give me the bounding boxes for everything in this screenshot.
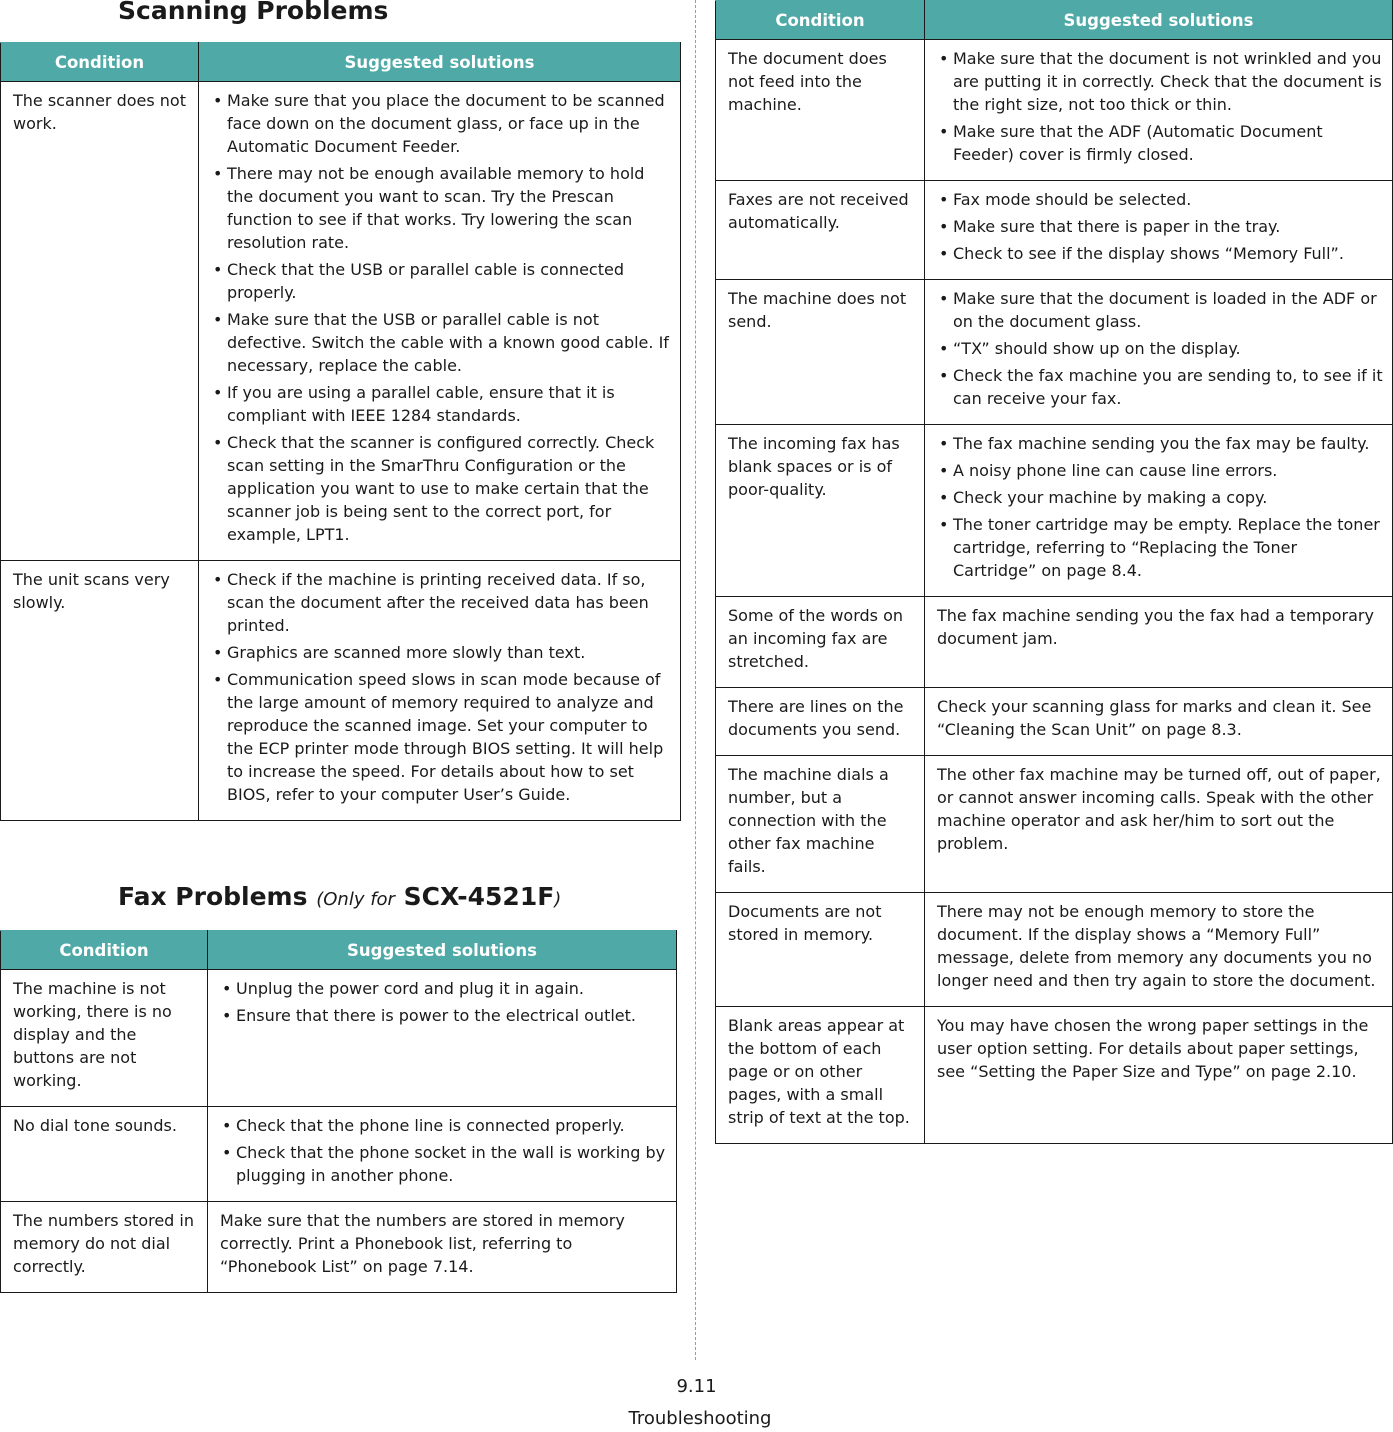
fax-problems-continued-table [715,0,1393,1144]
section-title: Troubleshooting [628,1408,772,1429]
solution-item: • Make sure that the document is loaded in the ADF or on the document glass. [937,287,1384,333]
solutions-cell: The other fax machine may be turned off, out of paper, or cannot answer incoming calls. Speak with the other machine operator and ask her/him to sort out the problem. [925,756,1393,893]
table-row [1,82,681,561]
table-row [716,181,1393,280]
table-row [1,1107,677,1202]
condition-cell: The document does not feed into the machine. [716,40,925,181]
fax-qualifier: Only for [323,889,395,910]
solutions-list [937,432,1384,582]
table-row [716,756,1393,893]
solutions-cell [925,280,1393,425]
solutions-list [220,1114,668,1187]
solutions-list [211,89,672,546]
table-row [716,40,1393,181]
condition-column-header: Condition [1,43,199,82]
solutions-cell: There may not be enough memory to store the document. If the display shows a “Memory Full” message, delete from memory any documents you no longer need and then try again to store the document. [925,893,1393,1007]
condition-cell: The machine is not working, there is no display and the buttons are not working. [1,970,208,1107]
solution-item: • Make sure that there is paper in the tray. [937,215,1384,238]
solution-item: • Fax mode should be selected. [937,188,1384,211]
table-header-row [716,1,1393,40]
condition-cell: The machine dials a number, but a connection with the other fax machine fails. [716,756,925,893]
solutions-cell [925,181,1393,280]
solutions-column-header: Suggested solutions [208,931,677,970]
solution-item: • Make sure that the document is not wrinkled and you are putting it in correctly. Check that the document is the right size, not too thick or thin. [937,47,1384,116]
solutions-cell: Make sure that the numbers are stored in memory correctly. Print a Phonebook list, referring to “Phonebook List” on page 7.14. [208,1202,677,1293]
scanning-problems-table [0,42,681,821]
table-row [716,597,1393,688]
solution-item: • Make sure that you place the document to be scanned face down on the document glass, or face up in the Automatic Document Feeder. [211,89,672,158]
table-header-row [1,43,681,82]
condition-cell: Faxes are not received automatically. [716,181,925,280]
solution-item: • Communication speed slows in scan mode because of the large amount of memory required to analyze and reproduce the scanned image. Set your computer to the ECP printer mode through BIOS setting. It will help to increase the speed. For details about how to set BIOS, refer to your computer User’s Guide. [211,668,672,806]
table-row [716,893,1393,1007]
table-row [716,688,1393,756]
solutions-column-header: Suggested solutions [925,1,1393,40]
solution-item: • Check to see if the display shows “Memory Full”. [937,242,1384,265]
solutions-cell [925,425,1393,597]
solution-item: • A noisy phone line can cause line errors. [937,459,1384,482]
condition-cell: The unit scans very slowly. [1,561,199,821]
condition-cell: No dial tone sounds. [1,1107,208,1202]
solutions-list [937,47,1384,166]
table-header-row [1,931,677,970]
page-number: 9.11 [676,1376,717,1397]
solutions-list [220,977,668,1027]
solution-item: • If you are using a parallel cable, ensure that it is compliant with IEEE 1284 standards. [211,381,672,427]
solutions-cell [208,1107,677,1202]
solution-item: • Check that the phone line is connected properly. [220,1114,668,1137]
table-row [1,561,681,821]
fax-problems-table [0,930,677,1293]
table-row [1,970,677,1107]
solutions-list [211,568,672,806]
solution-item: • Check that the phone socket in the wall is working by plugging in another phone. [220,1141,668,1187]
solutions-cell: You may have chosen the wrong paper settings in the user option setting. For details about paper settings, see “Setting the Paper Size and Type” on page 2.10. [925,1007,1393,1144]
solutions-column-header: Suggested solutions [199,43,681,82]
solution-item: • Graphics are scanned more slowly than text. [211,641,672,664]
condition-cell: Some of the words on an incoming fax are stretched. [716,597,925,688]
condition-column-header: Condition [1,931,208,970]
condition-cell: The machine does not send. [716,280,925,425]
solutions-list [937,188,1384,265]
solutions-cell: Check your scanning glass for marks and clean it. See “Cleaning the Scan Unit” on page 8.3. [925,688,1393,756]
fax-model: SCX-4521F [403,882,555,911]
condition-cell: The incoming fax has blank spaces or is of poor-quality. [716,425,925,597]
solution-item: • The toner cartridge may be empty. Replace the toner cartridge, referring to “Replacing the Toner Cartridge” on page 8.4. [937,513,1384,582]
close-paren: ) [554,889,562,910]
fax-problems-heading [118,882,561,911]
solution-item: • “TX” should show up on the display. [937,337,1384,360]
condition-cell: The scanner does not work. [1,82,199,561]
column-divider [695,0,696,1360]
fax-problems-title: Fax Problems [118,882,308,911]
solution-item: • The fax machine sending you the fax may be faulty. [937,432,1384,455]
solution-item: • Check the fax machine you are sending to, to see if it can receive your fax. [937,364,1384,410]
solution-item: • There may not be enough available memory to hold the document you want to scan. Try the Prescan function to see if that works. Try lowering the scan resolution rate. [211,162,672,254]
condition-column-header: Condition [716,1,925,40]
solutions-cell [199,82,681,561]
solution-item: • Check if the machine is printing received data. If so, scan the document after the received data has been printed. [211,568,672,637]
table-row [1,1202,677,1293]
condition-cell: Documents are not stored in memory. [716,893,925,1007]
solutions-cell: The fax machine sending you the fax had a temporary document jam. [925,597,1393,688]
solution-item: • Ensure that there is power to the electrical outlet. [220,1004,668,1027]
solution-item: • Make sure that the ADF (Automatic Document Feeder) cover is firmly closed. [937,120,1384,166]
condition-cell: The numbers stored in memory do not dial correctly. [1,1202,208,1293]
solutions-cell [208,970,677,1107]
open-paren: ( [316,889,324,910]
condition-cell: There are lines on the documents you send. [716,688,925,756]
solution-item: • Make sure that the USB or parallel cable is not defective. Switch the cable with a known good cable. If necessary, replace the cable. [211,308,672,377]
solutions-cell [199,561,681,821]
solutions-cell [925,40,1393,181]
scanning-problems-heading: Scanning Problems [118,0,389,25]
condition-cell: Blank areas appear at the bottom of each page or on other pages, with a small strip of text at the top. [716,1007,925,1144]
table-row [716,280,1393,425]
solutions-list [937,287,1384,410]
solution-item: • Unplug the power cord and plug it in again. [220,977,668,1000]
table-row [716,425,1393,597]
table-row [716,1007,1393,1144]
solution-item: • Check that the USB or parallel cable is connected properly. [211,258,672,304]
solution-item: • Check that the scanner is configured correctly. Check scan setting in the SmarThru Configuration or the application you want to use to make certain that the scanner job is being sent to the correct port, for example, LPT1. [211,431,672,546]
solution-item: • Check your machine by making a copy. [937,486,1384,509]
